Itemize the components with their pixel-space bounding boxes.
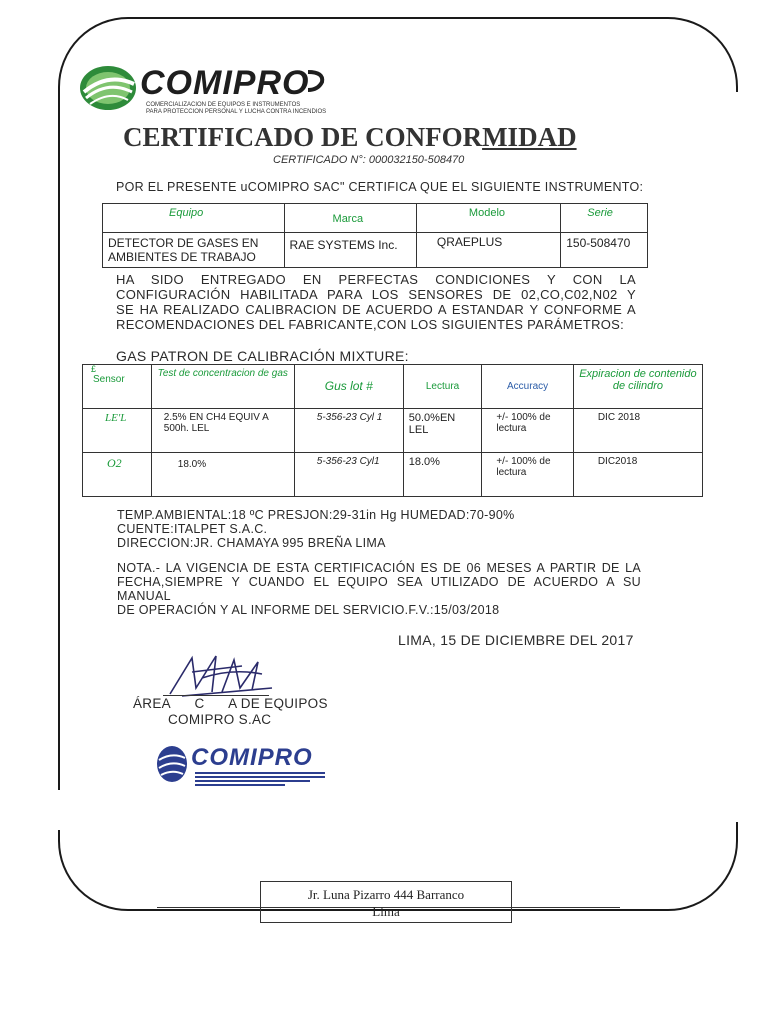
stamp-globe-icon bbox=[155, 744, 189, 784]
logo-tagline-1: COMERCIALIZACION DE EQUIPOS E INSTRUMENTOS bbox=[146, 102, 301, 108]
stamp-lines bbox=[195, 772, 325, 786]
cell-lectura: 18.0% bbox=[403, 453, 482, 497]
cell-test: 2.5% EN CH4 EQUIV A 500h. LEL bbox=[151, 409, 294, 453]
col-header-marca: Marca bbox=[284, 204, 416, 233]
signature-company: COMIPRO S.AC bbox=[168, 712, 272, 727]
logo-tail-icon bbox=[304, 68, 328, 96]
col-header-expiracion: Expiracion de contenido de cilindro bbox=[573, 365, 702, 409]
cell-accuracy: +/- 100% de lectura bbox=[482, 409, 573, 453]
validity-note bbox=[117, 561, 641, 617]
issue-date: LIMA, 15 DE DICIEMBRE DEL 2017 bbox=[398, 632, 634, 648]
paragraph-line: SE HA REALIZADO CALIBRACION DE ACUERDO A ESTANDAR Y CONFORME A bbox=[116, 302, 636, 317]
cell-modelo: QRAEPLUS bbox=[416, 233, 560, 268]
col-header-lectura: Lectura bbox=[403, 365, 482, 409]
cell-serie: 150-508470 bbox=[561, 233, 648, 268]
col-header-serie: Serie bbox=[561, 204, 648, 233]
logo-tagline-2: PARA PROTECCION PERSONAL Y LUCHA CONTRA INCENDIOS bbox=[146, 109, 327, 115]
sensor-header-label: Sensor bbox=[93, 374, 125, 385]
cell-lectura: 50.0%EN LEL bbox=[403, 409, 482, 453]
cell-gus-lot: 5-356-23 Cyl1 bbox=[294, 453, 403, 497]
client-line: CUENTE:ITALPET S.A.C. bbox=[117, 522, 268, 536]
address-line-1: Jr. Luna Pizarro 444 Barranco bbox=[307, 887, 465, 902]
cell-sensor: O2 bbox=[83, 453, 152, 497]
gas-heading: GAS PATRON DE CALIBRACIÓN MIXTURE: bbox=[116, 348, 409, 364]
header-mark: £ bbox=[91, 364, 97, 374]
logo-swoosh-icon bbox=[78, 62, 138, 114]
instrument-table bbox=[102, 203, 648, 268]
address-line: DIRECCION:JR. CHAMAYA 995 BREÑA LIMA bbox=[117, 536, 386, 550]
conditions-paragraph bbox=[116, 272, 636, 332]
signature-title: ÁREA C A DE EQUIPOS bbox=[133, 696, 328, 711]
col-header-test: Test de concentracion de gas bbox=[151, 365, 294, 409]
company-stamp bbox=[155, 742, 335, 788]
top-rule bbox=[150, 17, 612, 19]
cell-equipo: DETECTOR DE GASES EN AMBIENTES DE TRABAJO bbox=[103, 233, 285, 268]
footer-address bbox=[260, 881, 512, 923]
note-line: NOTA.- LA VIGENCIA DE ESTA CERTIFICACIÓN ES DE 06 MESES A PARTIR DE LA bbox=[117, 561, 641, 575]
paragraph-line: RECOMENDACIONES DEL FABRICANTE,CON LOS SIGUIENTES PARÁMETROS: bbox=[116, 317, 625, 332]
environment-line: TEMP.AMBIENTAL:18 ºC PRESJON:29-31in Hg HUMEDAD:70-90% bbox=[117, 508, 515, 522]
col-header-equipo: Equipo bbox=[103, 204, 285, 233]
environment-block bbox=[117, 508, 515, 550]
col-header-accuracy: Accuracy bbox=[482, 365, 573, 409]
logo-brand-text: COMIPRO bbox=[140, 64, 310, 102]
col-header-gus-lot: Gus lot # bbox=[294, 365, 403, 409]
cell-expiracion: DIC2018 bbox=[573, 453, 702, 497]
intro-text: POR EL PRESENTE uCOMIPRO SAC" CERTIFICA QUE EL SIGUIENTE INSTRUMENTO: bbox=[116, 180, 644, 194]
col-header-sensor bbox=[83, 365, 152, 409]
cell-gus-lot: 5-356-23 Cyl 1 bbox=[294, 409, 403, 453]
cell-sensor: LE'L bbox=[83, 409, 152, 453]
cell-expiracion: DIC 2018 bbox=[573, 409, 702, 453]
address-line-2: Lima bbox=[372, 904, 400, 919]
stamp-brand-text: COMIPRO bbox=[191, 744, 313, 771]
paragraph-line: HA SIDO ENTREGADO EN PERFECTAS CONDICIONES Y CON LA bbox=[116, 272, 636, 287]
note-line: DE OPERACIÓN Y AL INFORME DEL SERVICIO.F.V.:15/03/2018 bbox=[117, 603, 500, 617]
page-title: CERTIFICADO DE CONFORMIDAD bbox=[123, 122, 577, 152]
cell-test: 18.0% bbox=[151, 453, 294, 497]
calibration-table bbox=[82, 364, 703, 497]
paragraph-line: CONFIGURACIÓN HABILITADA PARA LOS SENSORES DE 02,CO,C02,N02 Y bbox=[116, 287, 636, 302]
company-logo-top bbox=[78, 62, 338, 114]
col-header-modelo: Modelo bbox=[416, 204, 560, 233]
cell-marca: RAE SYSTEMS Inc. bbox=[284, 233, 416, 268]
cell-accuracy: +/- 100% de lectura bbox=[482, 453, 573, 497]
certificate-number: CERTIFICADO N°: 000032150-508470 bbox=[273, 154, 465, 166]
note-line: FECHA,SIEMPRE Y CUANDO EL EQUIPO SEA UTILIZADO DE ACUERDO A SU MANUAL bbox=[117, 575, 641, 603]
